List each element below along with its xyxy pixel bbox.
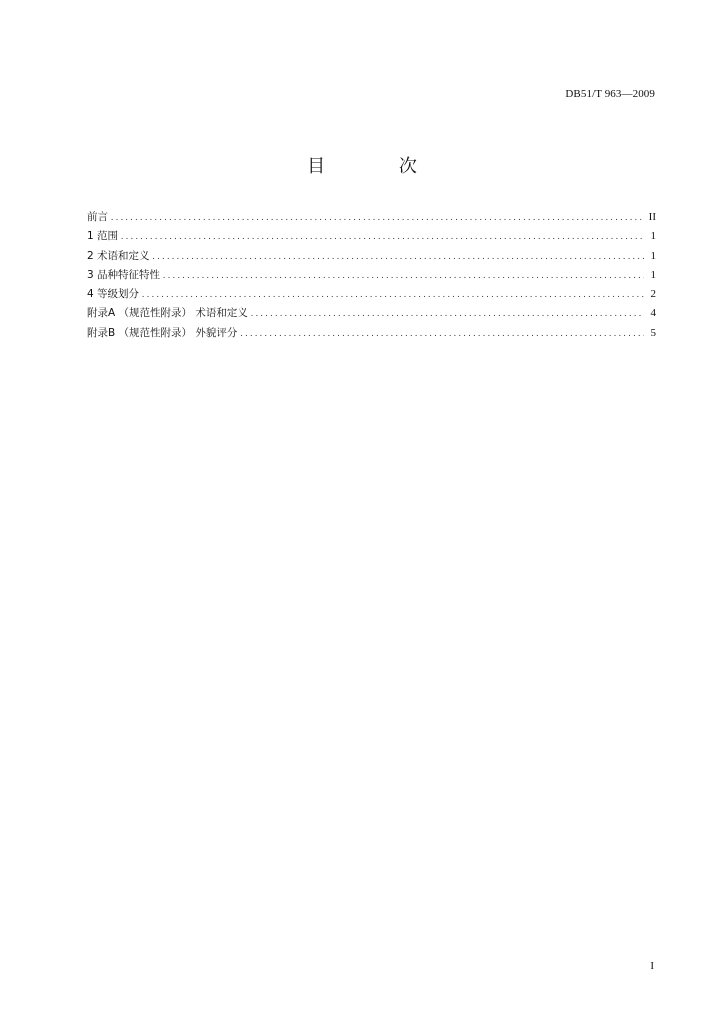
toc-leader-dots: [163, 266, 644, 285]
toc-entry-scope[interactable]: [87, 227, 656, 246]
toc-entry-label: 附录B （规范性附录） 外貌评分: [87, 326, 238, 339]
toc-entry-grading[interactable]: [87, 285, 656, 304]
toc-entry-page: 4: [650, 307, 656, 320]
toc-entry-characteristics[interactable]: [87, 266, 656, 285]
table-of-contents: [87, 208, 656, 343]
page-title: 目 次: [307, 156, 451, 177]
toc-leader-dots: [121, 227, 644, 246]
toc-leader-dots: [240, 324, 644, 343]
toc-entry-page: 1: [650, 249, 656, 262]
toc-entry-label: 1 范围: [87, 230, 119, 243]
toc-entry-page: 5: [650, 326, 656, 339]
toc-entry-page: 1: [650, 268, 656, 281]
standard-code: DB51/T 963—2009: [565, 88, 655, 100]
toc-entry-label: 前言: [87, 211, 108, 223]
toc-entry-page: 2: [650, 288, 656, 301]
toc-entry-label: 4 等级划分: [87, 288, 140, 301]
toc-entry-page: II: [648, 211, 656, 223]
toc-leader-dots: [111, 208, 644, 227]
toc-leader-dots: [142, 285, 644, 304]
toc-entry-terms[interactable]: [87, 247, 656, 266]
toc-entry-label: 3 品种特征特性: [87, 268, 161, 281]
toc-entry-label: 附录A （规范性附录） 术语和定义: [87, 307, 248, 320]
toc-entry-appendix-b[interactable]: [87, 324, 656, 343]
page-number: I: [650, 960, 654, 972]
toc-entry-foreword[interactable]: [87, 208, 656, 227]
toc-leader-dots: [251, 304, 644, 323]
toc-entry-label: 2 术语和定义: [87, 249, 150, 262]
toc-leader-dots: [153, 247, 644, 266]
toc-entry-page: 1: [650, 230, 656, 243]
toc-entry-appendix-a[interactable]: [87, 304, 656, 323]
